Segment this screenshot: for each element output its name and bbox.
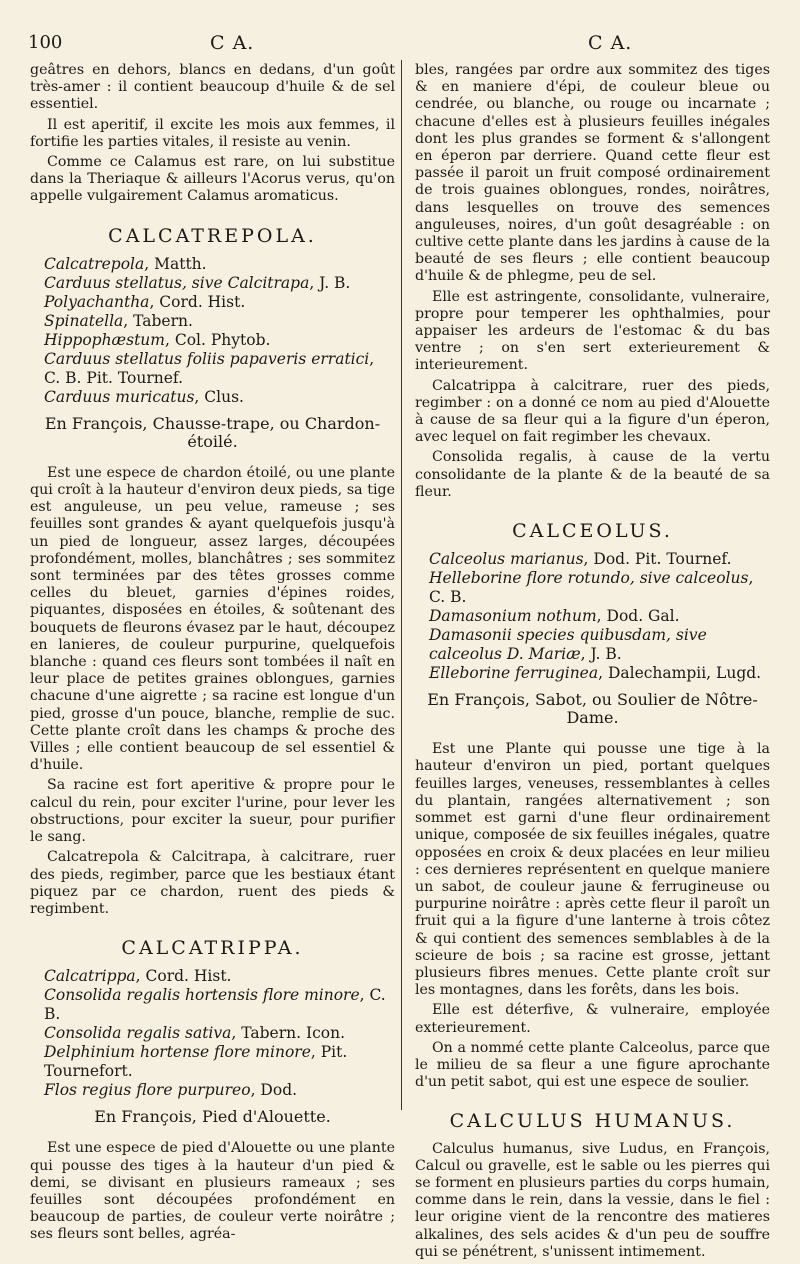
synonym-item: Calcatrippa, Cord. Hist. [44, 967, 232, 986]
synonym-item: Spinatella, Tabern. [44, 311, 193, 330]
synonym-item: Delphinium hortense flore minore, Pit. Tournefort. [44, 1043, 348, 1081]
page-number: 100 [28, 32, 63, 53]
right-column [415, 62, 770, 1264]
synonym-item: Calcatrepola, Matth. [44, 254, 207, 273]
synonym-item: Damasonium nothum, Dod. Gal. [429, 607, 680, 626]
entry-paragraph: Est une espece de pied d'Alouette ou une plante qui pousse des tiges à la hauteur d'un pied & demi, se divisant en plusieurs rameaux ; ses feuilles sont découpées profondément en beaucoup de parties, de couleur verte noirâtre ; ses fleurs sont belles, agréa- [30, 1140, 395, 1243]
entry-paragraph: On a nommé cette plante Calceolus, parce que le milieu de sa fleur a une figure aprochante d'un petit sabot, qui est une espece de soulier. [415, 1039, 770, 1091]
synonym-list [30, 967, 395, 1100]
french-name: En François, Sabot, ou Soulier de Nôtre-Dame. [427, 690, 758, 728]
synonym-item: Calceolus marianus, Dod. Pit. Tournef. [429, 550, 732, 569]
synonym-item: Carduus muricatus, Clus. [44, 387, 244, 406]
synonym-item: Helleborine flore rotundo, sive calceolus, C. B. [429, 569, 754, 607]
running-head-left: C A. [210, 32, 255, 54]
entry-paragraph: Calcatrippa à calcitrare, ruer des pieds, regimber : on a donné ce nom au pied d'Alouette à cause de sa fleur qui a la figure d'un éperon, avec lequel on fait regimber les chevaux. [415, 377, 770, 446]
synonym-item: Hippophæstum, Col. Phytob. [44, 330, 271, 349]
french-name: En François, Chausse-trape, ou Chardon-étoilé. [44, 413, 381, 451]
entry-paragraph: Est une espece de chardon étoilé, ou une plante qui croît à la hauteur d'environ deux pieds, sa tige est anguleuse, un peu velue, rameuse ; ses feuilles sont grandes & ayant quelquefois jusqu'à un pied de longueur, assez larges, découpées profondément, molles, blanchâtres ; ses sommitez sont terminées par des têtes grosses comme celles du bleuet, garnies d'épines roides, piquantes, disposées en étoiles, & soûtenant des bouquets de fleurons évasez par le haut, découpez en lanieres, de couleur purpurine, quelquefois blanche : quand ces fleurs sont tombées il naît en leur place de petites graines oblongues, garnies chacune d'une aigrette ; sa racine est longue d'un pied, grosse d'un pouce, blanche, remplie de suc. Cette plante croît dans les champs & proche des Villes ; elle contient beaucoup de sel essentiel & d'huile. [30, 464, 395, 774]
running-head-right: C A. [588, 32, 633, 54]
synonym-item: Consolida regalis sativa, Tabern. Icon. [44, 1024, 346, 1043]
entry-paragraph: Calcatrepola & Calcitrapa, à calcitrare, ruer des pieds, regimber, parce que les bestiaux étant piquez par ce chardon, ruent des pieds & regimbent. [30, 849, 395, 917]
french-name: En François, Pied d'Alouette. [94, 1107, 331, 1127]
entry-heading-calcatrepola: CALCATREPOLA. [108, 224, 317, 247]
intro-paragraph: Comme ce Calamus est rare, on lui substitue dans la Theriaque & ailleurs l'Acorus verus, qu'on appelle vulgairement Calamus aromaticus. [30, 154, 395, 205]
entry-paragraph: Est une Plante qui pousse une tige à la hauteur d'environ un pied, portant quelques feuilles larges, veneuses, ressemblantes à celles du plantain, rangées alternativement ; son sommet est garni d'une fleur ordinairement unique, composée de six feuilles inégales, quatre opposées en croix & deux placées en leur milieu : ces dernieres représentent en quelque maniere un sabot, de couleur jaune & ferrugineuse ou purpurine noirâtre : après cette fleur il paroît un fruit qui a la figure d'une lanterne à trois côtez & qui contient des semences semblables à de la scieure de bois ; sa racine est grosse, jettant plusieurs fibres menues. Cette plante croît sur les montagnes, dans les forêts, dans les bois. [415, 741, 770, 999]
synonym-list [30, 255, 395, 407]
synonym-item: Carduus stellatus, sive Calcitrapa, J. B. [44, 273, 351, 292]
intro-paragraph: geâtres en dehors, blancs en dedans, d'un goût très-amer : il contient beaucoup d'huile & de sel essentiel. [30, 62, 395, 113]
entry-paragraph: bles, rangées par ordre aux sommitez des tiges & en maniere d'épi, de couleur bleue ou cendrée, ou blanche, ou rouge ou incarnate ; chacune d'elles est à plusieurs feuilles inégales dont les plus grandes se forment & s'allongent en éperon par derriere. Quand cette fleur est passée il paroit un fruit composé ordinairement de trois guaines oblongues, rondes, noirâtres, dans lesquelles on trouve des semences anguleuses, noires, d'un goût desagréable : on cultive cette plante dans les jardins à cause de la beauté de ses fleurs ; elle contient beaucoup d'huile & de phlegme, peu de sel. [415, 62, 770, 285]
synonym-item: Damasonii species quibusdam, sive calceolus D. Mariæ, J. B. [429, 626, 707, 664]
entry-paragraph: Elle est déterfive, & vulneraire, employée exterieurement. [415, 1002, 770, 1036]
left-column [30, 62, 395, 1247]
entry-paragraph: Elle est astringente, consolidante, vulneraire, propre pour temperer les ophthalmies, pour appaiser les ardeurs de l'estomac & du bas ventre ; on s'en sert exterieurement & interieurement. [415, 288, 770, 374]
column-divider [401, 60, 402, 1110]
synonym-item: Flos regius flore purpureo, Dod. [44, 1081, 298, 1100]
entry-heading-calculus: CALCULUS HUMANUS. [449, 1110, 736, 1133]
synonym-item: Elleborine ferruginea, Dalechampii, Lugd. [429, 664, 762, 683]
entry-heading-calcatrippa: CALCATRIPPA. [121, 937, 304, 960]
entry-paragraph: Sa racine est fort aperitive & propre pour le calcul du rein, pour exciter l'urine, pour lever les obstructions, pour exciter la sueur, pour purifier le sang. [30, 777, 395, 846]
synonym-item: Polyachantha, Cord. Hist. [44, 292, 246, 311]
synonym-item: Carduus stellatus foliis papaveris erratici, C. B. Pit. Tournef. [44, 349, 375, 387]
synonym-list [415, 550, 770, 683]
entry-paragraph: Consolida regalis, à cause de la vertu consolidante de la plante & de la beauté de sa fleur. [415, 449, 770, 500]
intro-paragraph: Il est aperitif, il excite les mois aux femmes, il fortifie les parties vitales, il resiste au venin. [30, 116, 395, 150]
synonym-item: Consolida regalis hortensis flore minore, C. B. [44, 986, 386, 1024]
entry-paragraph: Calculus humanus, sive Ludus, en François, Calcul ou gravelle, est le sable ou les pierres qui se forment en plusieurs parties du corps humain, comme dans le rein, dans la vessie, dans le fiel : leur origine vient de la rencontre des matieres alkalines, des sels acides & d'un peu de souffre qui se pénétrent, s'unissent intimement. [415, 1140, 770, 1260]
entry-heading-calceolus: CALCEOLUS. [512, 520, 673, 543]
